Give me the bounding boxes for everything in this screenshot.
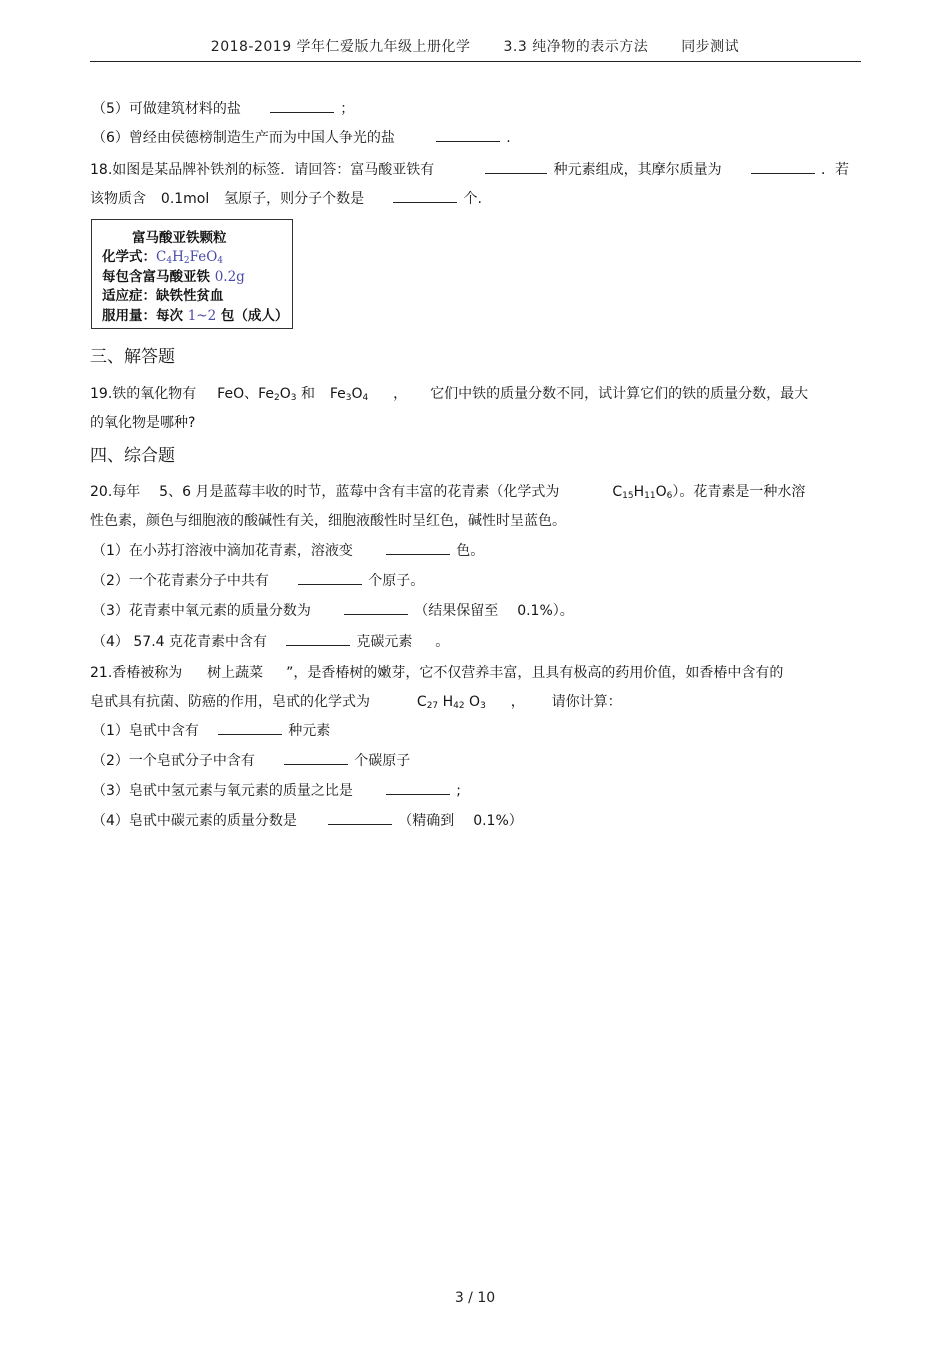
q18-line2 [90,188,482,208]
answer-blank[interactable] [270,100,334,113]
q21-part3-text: ; [456,783,461,799]
answer-blank[interactable] [485,161,547,174]
q18-text: 氢原子，则分子个数是 [224,191,365,207]
q20-line1 [90,481,805,501]
q20-part3-text: （3）花青素中氧元素的质量分数为 [92,603,311,619]
label-indication: 适应症：缺铁性贫血 [102,288,224,304]
q21-part1-text: （1）皂甙中含有 [92,723,199,739]
section-heading-3: 三、解答题 [90,347,175,367]
answer-blank[interactable] [218,722,282,735]
answer-blank[interactable] [286,633,350,646]
label-dosage [102,304,288,324]
q21-text: 请你计算： [551,694,622,710]
label-dosage-suffix: 包（成人） [220,308,289,324]
q21-line1 [90,662,783,682]
q17-part6-end: . [506,130,511,146]
q20-text: 5、6 月是蓝莓丰收的时节，蓝莓中含有丰富的花青素（化学式为 [159,484,560,500]
q21-part1-text: 种元素 [288,723,331,739]
answer-blank[interactable] [436,129,500,142]
q18-text: ．若 [820,162,849,178]
q20-part1 [92,540,484,560]
q21-text: 树上蔬菜 [207,665,264,681]
header-section: 3.3 纯净物的表示方法 [503,39,649,55]
q17-part6 [92,127,511,147]
q20-text: 20.每年 [90,484,141,500]
q20-part4-text: 57.4 克花青素中含有 [133,634,267,650]
answer-blank[interactable] [751,161,815,174]
q21-part4 [92,810,523,830]
header-rule [90,61,861,62]
answer-blank[interactable] [328,812,392,825]
header-subtitle: 同步测试 [681,39,740,55]
q19-text: 和 [300,386,315,402]
q20-line2: 性色素，颜色与细胞液的酸碱性有关，细胞液酸性时呈红色，碱性时呈蓝色。 [90,513,566,529]
label-formula [102,245,223,266]
label-content [102,265,245,285]
q21-part4-text: （4）皂甙中碳元素的质量分数是 [92,813,297,829]
q21-line2 [90,691,622,711]
label-dosage-prefix: 服用量：每次 [102,308,183,324]
q21-part2-text: （2）一个皂甙分子中含有 [92,753,255,769]
q20-part4 [92,631,449,651]
q19-line1 [90,383,808,403]
section-heading-4: 四、综合题 [90,446,175,466]
q21-formula: $C_{27}$ $H_{42}$ $O_3$ [416,694,486,711]
page-header [0,36,950,56]
q17-part5-end: ； [340,101,355,117]
q19-formulas: FeO、$Fe_2O_3$ [217,386,297,403]
q20-part4-text: 克碳元素 [356,634,413,650]
q18-text: 该物质含 [90,191,146,207]
q21-part4-text: （精确到 [398,813,455,829]
q20-part4-text: （4） [92,634,129,650]
q20-part3 [92,600,574,620]
q21-part3-text: （3）皂甙中氢元素与氧元素的质量之比是 [92,783,353,799]
q19-text: 19.铁的氧化物有 [90,386,197,402]
q21-part3 [92,780,461,800]
q21-text: ， [510,694,525,710]
answer-blank[interactable] [386,782,450,795]
label-formula-value: $C_4H_2FeO_4$ [156,249,224,266]
answer-blank[interactable] [298,572,362,585]
q20-part2-text: 个原子。 [368,573,425,589]
q21-text: 皂甙具有抗菌、防癌的作用，皂甙的化学式为 [90,694,370,710]
q17-part5-text: （5）可做建筑材料的盐 [92,101,241,117]
q18-line1 [90,159,849,179]
page-number: 3 / 10 [454,1290,496,1306]
q20-part1-text: （1）在小苏打溶液中滴加花青素，溶液变 [92,543,353,559]
q20-part2-text: （2）一个花青素分子中共有 [92,573,269,589]
label-dosage-value: 1~2 [187,308,217,324]
label-formula-prefix: 化学式： [102,249,156,265]
q20-part2 [92,570,424,590]
q20-part1-text: 色。 [456,543,485,559]
q21-part4-text: 0.1%） [473,813,523,829]
q20-formula: $C_{15}H_{11}O_6$ [612,484,673,501]
answer-blank[interactable] [386,542,450,555]
q18-text: 18.如图是某品牌补铁剂的标签．请回答：富马酸亚铁有 [90,162,435,178]
q21-text: ”，是香椿树的嫩芽，它不仅营养丰富，且具有极高的药用价值，如香椿中含有的 [286,665,784,681]
header-title: 2018-2019 学年仁爱版九年级上册化学 [210,39,471,55]
q20-text: ）。花青素是一种水溶 [672,484,806,500]
label-content-prefix: 每包含富马酸亚铁 [102,269,210,285]
answer-blank[interactable] [344,602,408,615]
q20-part3-text: （结果保留至 [414,603,499,619]
q21-text: 21.香椿被称为 [90,665,183,681]
q17-part6-text: （6）曾经由侯德榜制造生产而为中国人争光的盐 [92,130,395,146]
q19-formula-fe3o4: $Fe_3O_4$ [329,386,369,403]
q20-part4-text: 。 [435,634,450,650]
q18-amount: 0.1mol [160,191,210,207]
answer-blank[interactable] [284,752,348,765]
q21-part1 [92,720,330,740]
label-content-value: 0.2g [214,269,245,285]
q19-line2: 的氧化物是哪种? [90,415,196,431]
supplement-label [91,219,293,329]
q21-part2 [92,750,410,770]
q21-part2-text: 个碳原子 [354,753,411,769]
q18-text: 个. [463,191,482,207]
q18-text: 种元素组成，其摩尔质量为 [553,162,722,178]
q19-text: ， [393,386,408,402]
label-title: 富马酸亚铁颗粒 [132,230,227,246]
q17-part5 [92,98,354,118]
q19-text: 它们中铁的质量分数不同，试计算它们的铁的质量分数，最大 [430,386,809,402]
q20-part3-text: 0.1%）。 [517,603,574,619]
answer-blank[interactable] [393,190,457,203]
